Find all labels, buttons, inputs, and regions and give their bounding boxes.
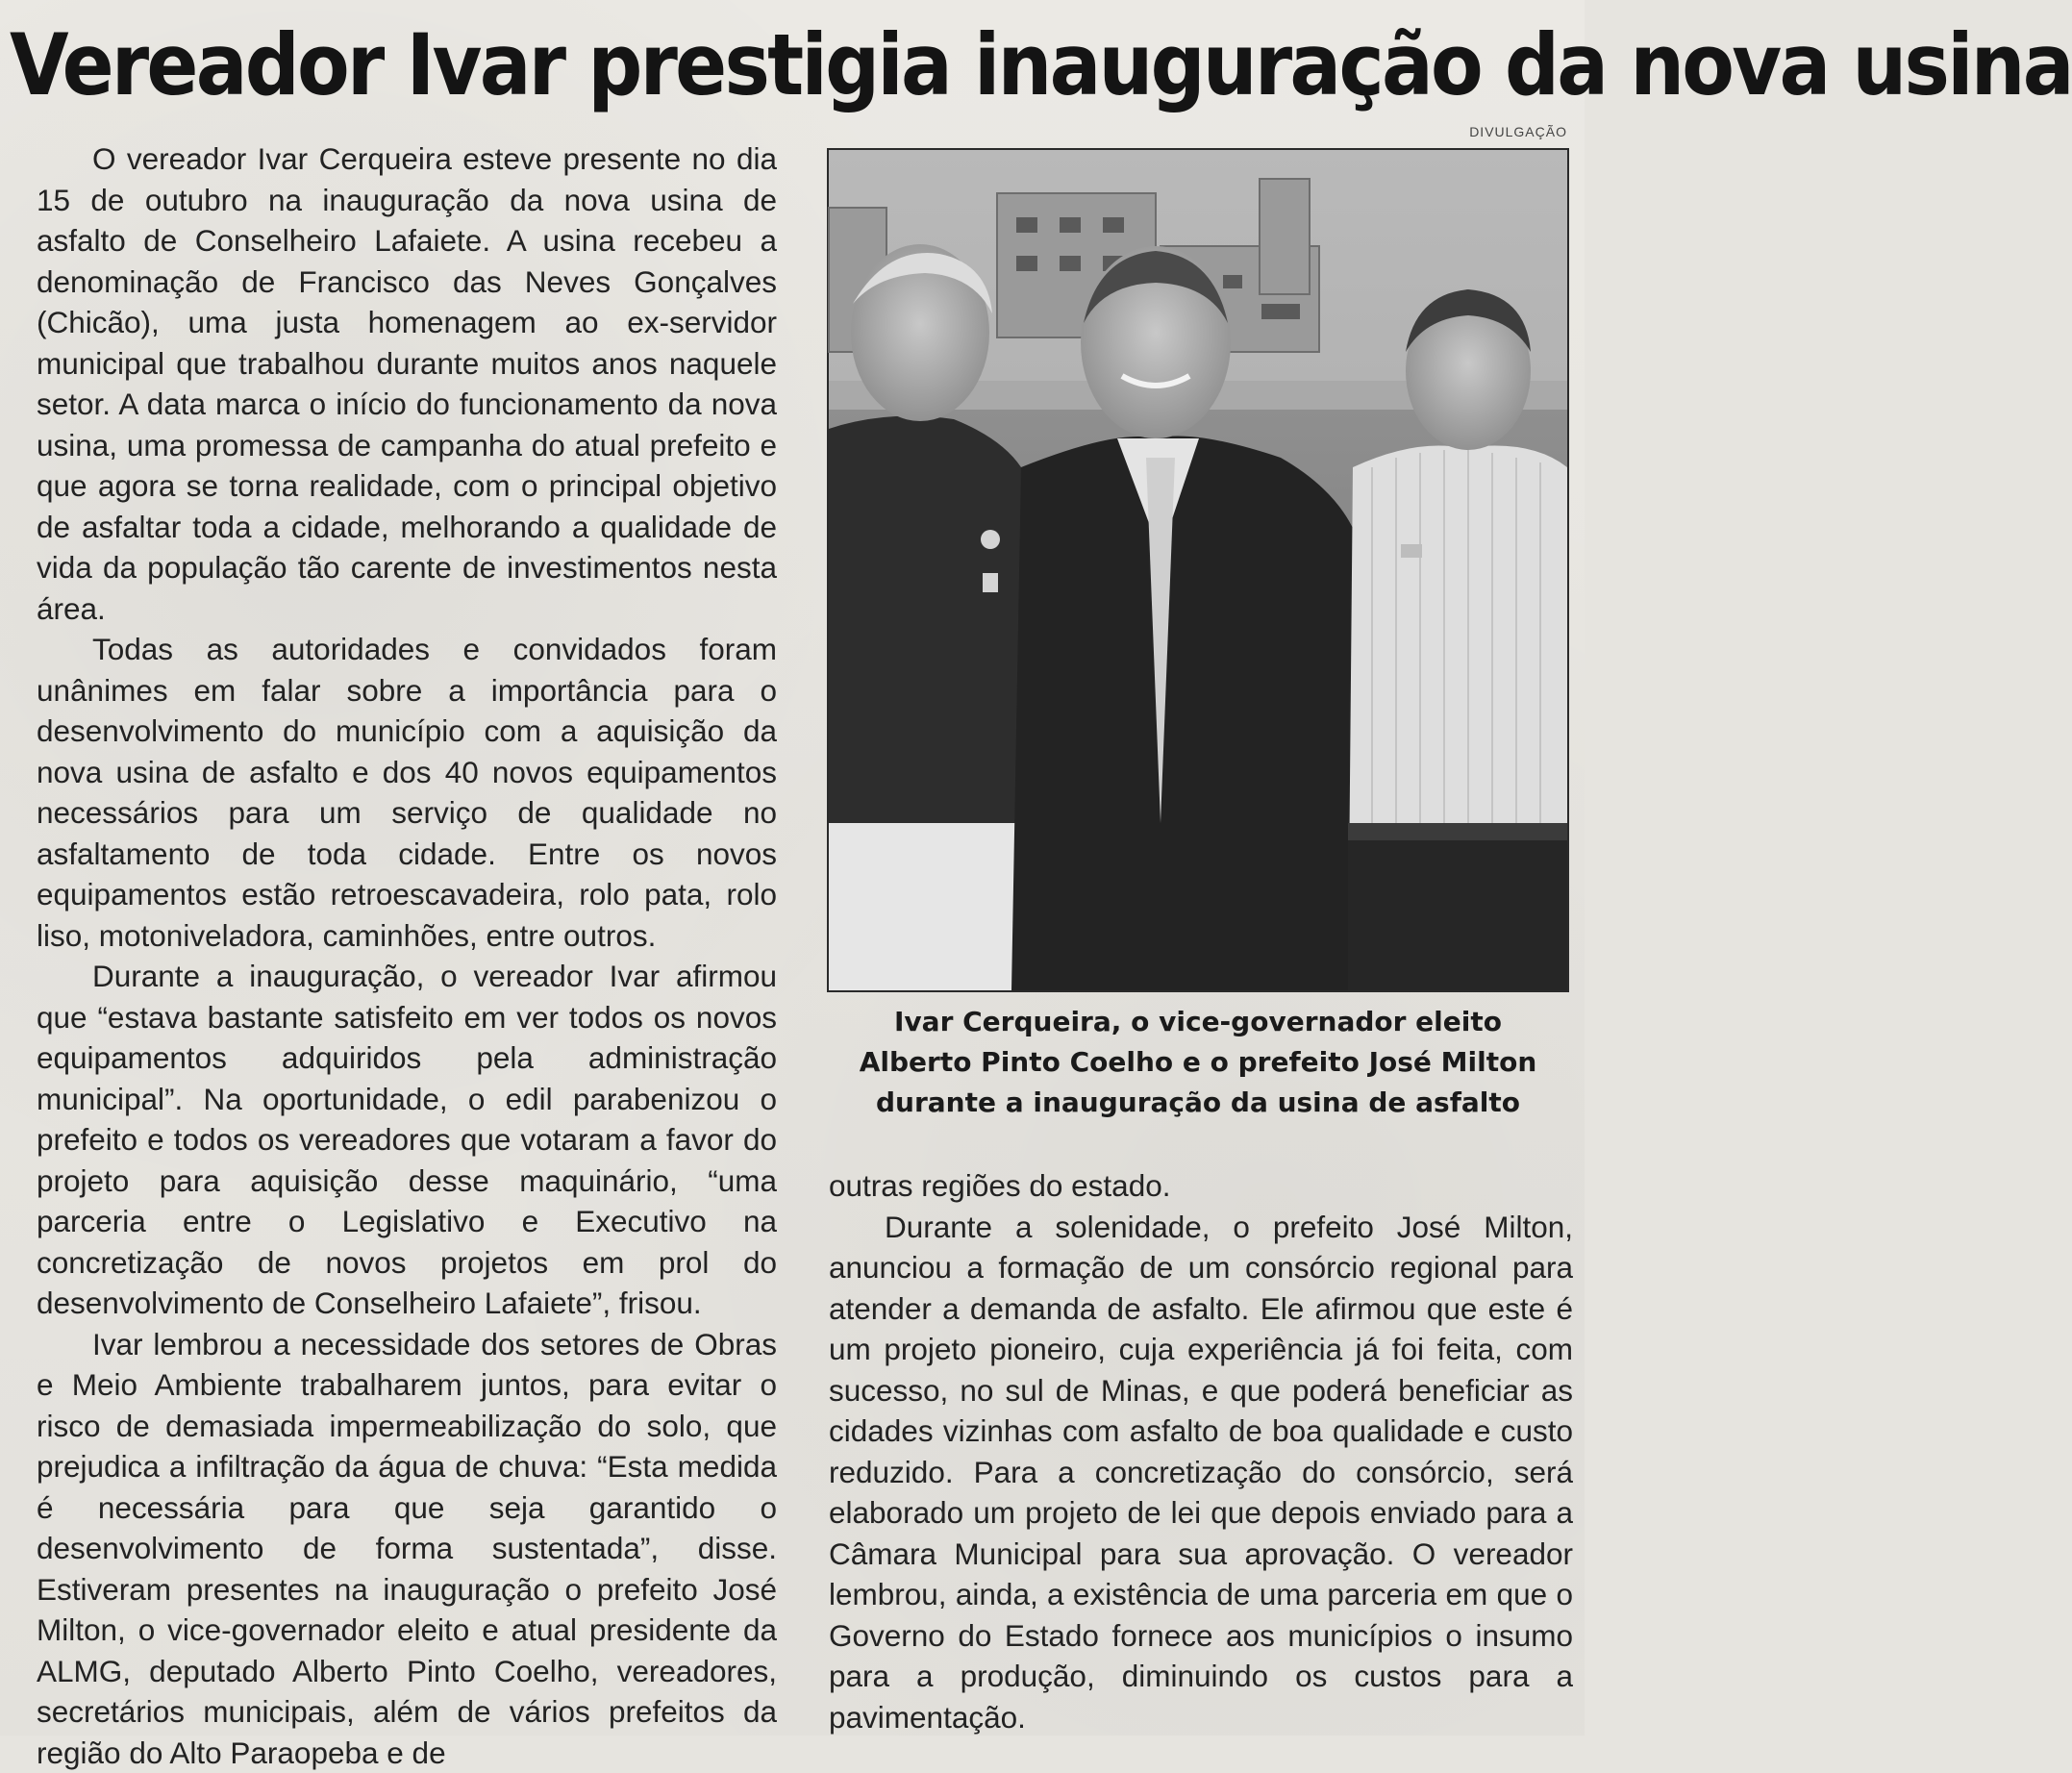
article-column-left [37, 138, 777, 1773]
caption-line: Alberto Pinto Coelho e o prefeito José Milton [827, 1042, 1569, 1083]
article-paragraph: Durante a solenidade, o prefeito José Milton, anunciou a formação de um consórcio regional para atender a demanda de asfalto. Ele afirmou que este é um projeto pioneiro, cuja experiência já foi feita, com sucesso, no sul de Minas, e que poderá beneficiar as cidades vizinhas com asfalto de boa qualidade e custo reduzido. Para a concretização do consórcio, será elaborado um projeto de lei que depois enviado para a Câmara Municipal para sua aprovação. O vereador lembrou, ainda, a existência de uma parceria em que o Governo do Estado fornece aos municípios o insumo para a produção, diminuindo os custos para a pavimentação. [829, 1207, 1573, 1738]
caption-line: durante a inauguração da usina de asfalto [827, 1083, 1569, 1123]
news-photo [827, 148, 1569, 992]
article-paragraph: outras regiões do estado. [829, 1165, 1573, 1207]
article-paragraph: Durante a inauguração, o vereador Ivar afirmou que “estava bastante satisfeito em ver todos os novos equipamentos adquiridos pela administração municipal”. Na oportunidade, o edil parabenizou o prefeito e todos os vereadores que votaram a favor do projeto para aquisição desse maquinário, “uma parceria entre o Legislativo e Executivo na concretização de novos projetos em prol do desenvolvimento de Conselheiro Lafaiete”, frisou. [37, 956, 777, 1324]
article-paragraph: Todas as autoridades e convidados foram unânimes em falar sobre a importância para o desenvolvimento do município com a aquisição da nova usina de asfalto e dos 40 novos equipamentos necessários para um serviço de qualidade no asfaltamento de toda cidade. Entre os novos equipamentos estão retroescavadeira, rolo pata, rolo liso, motoniveladora, caminhões, entre outros. [37, 629, 777, 956]
caption-line: Ivar Cerqueira, o vice-governador eleito [827, 1002, 1569, 1042]
photo-credit: DIVULGAÇÃO [1469, 124, 1567, 139]
photo-caption [827, 1002, 1569, 1123]
photo-illustration [829, 150, 1567, 990]
article-paragraph: O vereador Ivar Cerqueira esteve presente no dia 15 de outubro na inauguração da nova usina de asfalto de Conselheiro Lafaiete. A usina recebeu a denominação de Francisco das Neves Gonçalves (Chicão), uma justa homenagem ao ex-servidor municipal que trabalhou durante muitos anos naquele setor. A data marca o início do funcionamento da nova usina, uma promessa de campanha do atual prefeito e que agora se torna realidade, com o principal objetivo de asfaltar toda a cidade, melhorando a qualidade de vida da população tão carente de investimentos nesta área. [37, 138, 777, 629]
headline: Vereador Ivar prestigia inauguração da nova usina [10, 8, 1428, 123]
article-column-right [829, 1165, 1573, 1737]
article-paragraph: Ivar lembrou a necessidade dos setores de Obras e Meio Ambiente trabalharem juntos, para evitar o risco de demasiada impermeabilização do solo, que prejudica a infiltração da água de chuva: “Esta medida é necessária para que seja garantido o desenvolvimento de forma sustentada”, disse. Estiveram presentes na inauguração o prefeito José Milton, o vice-governador eleito e atual presidente da ALMG, deputado Alberto Pinto Coelho, vereadores, secretários municipais, além de vários prefeitos da região do Alto Paraopeba e de [37, 1324, 777, 1773]
